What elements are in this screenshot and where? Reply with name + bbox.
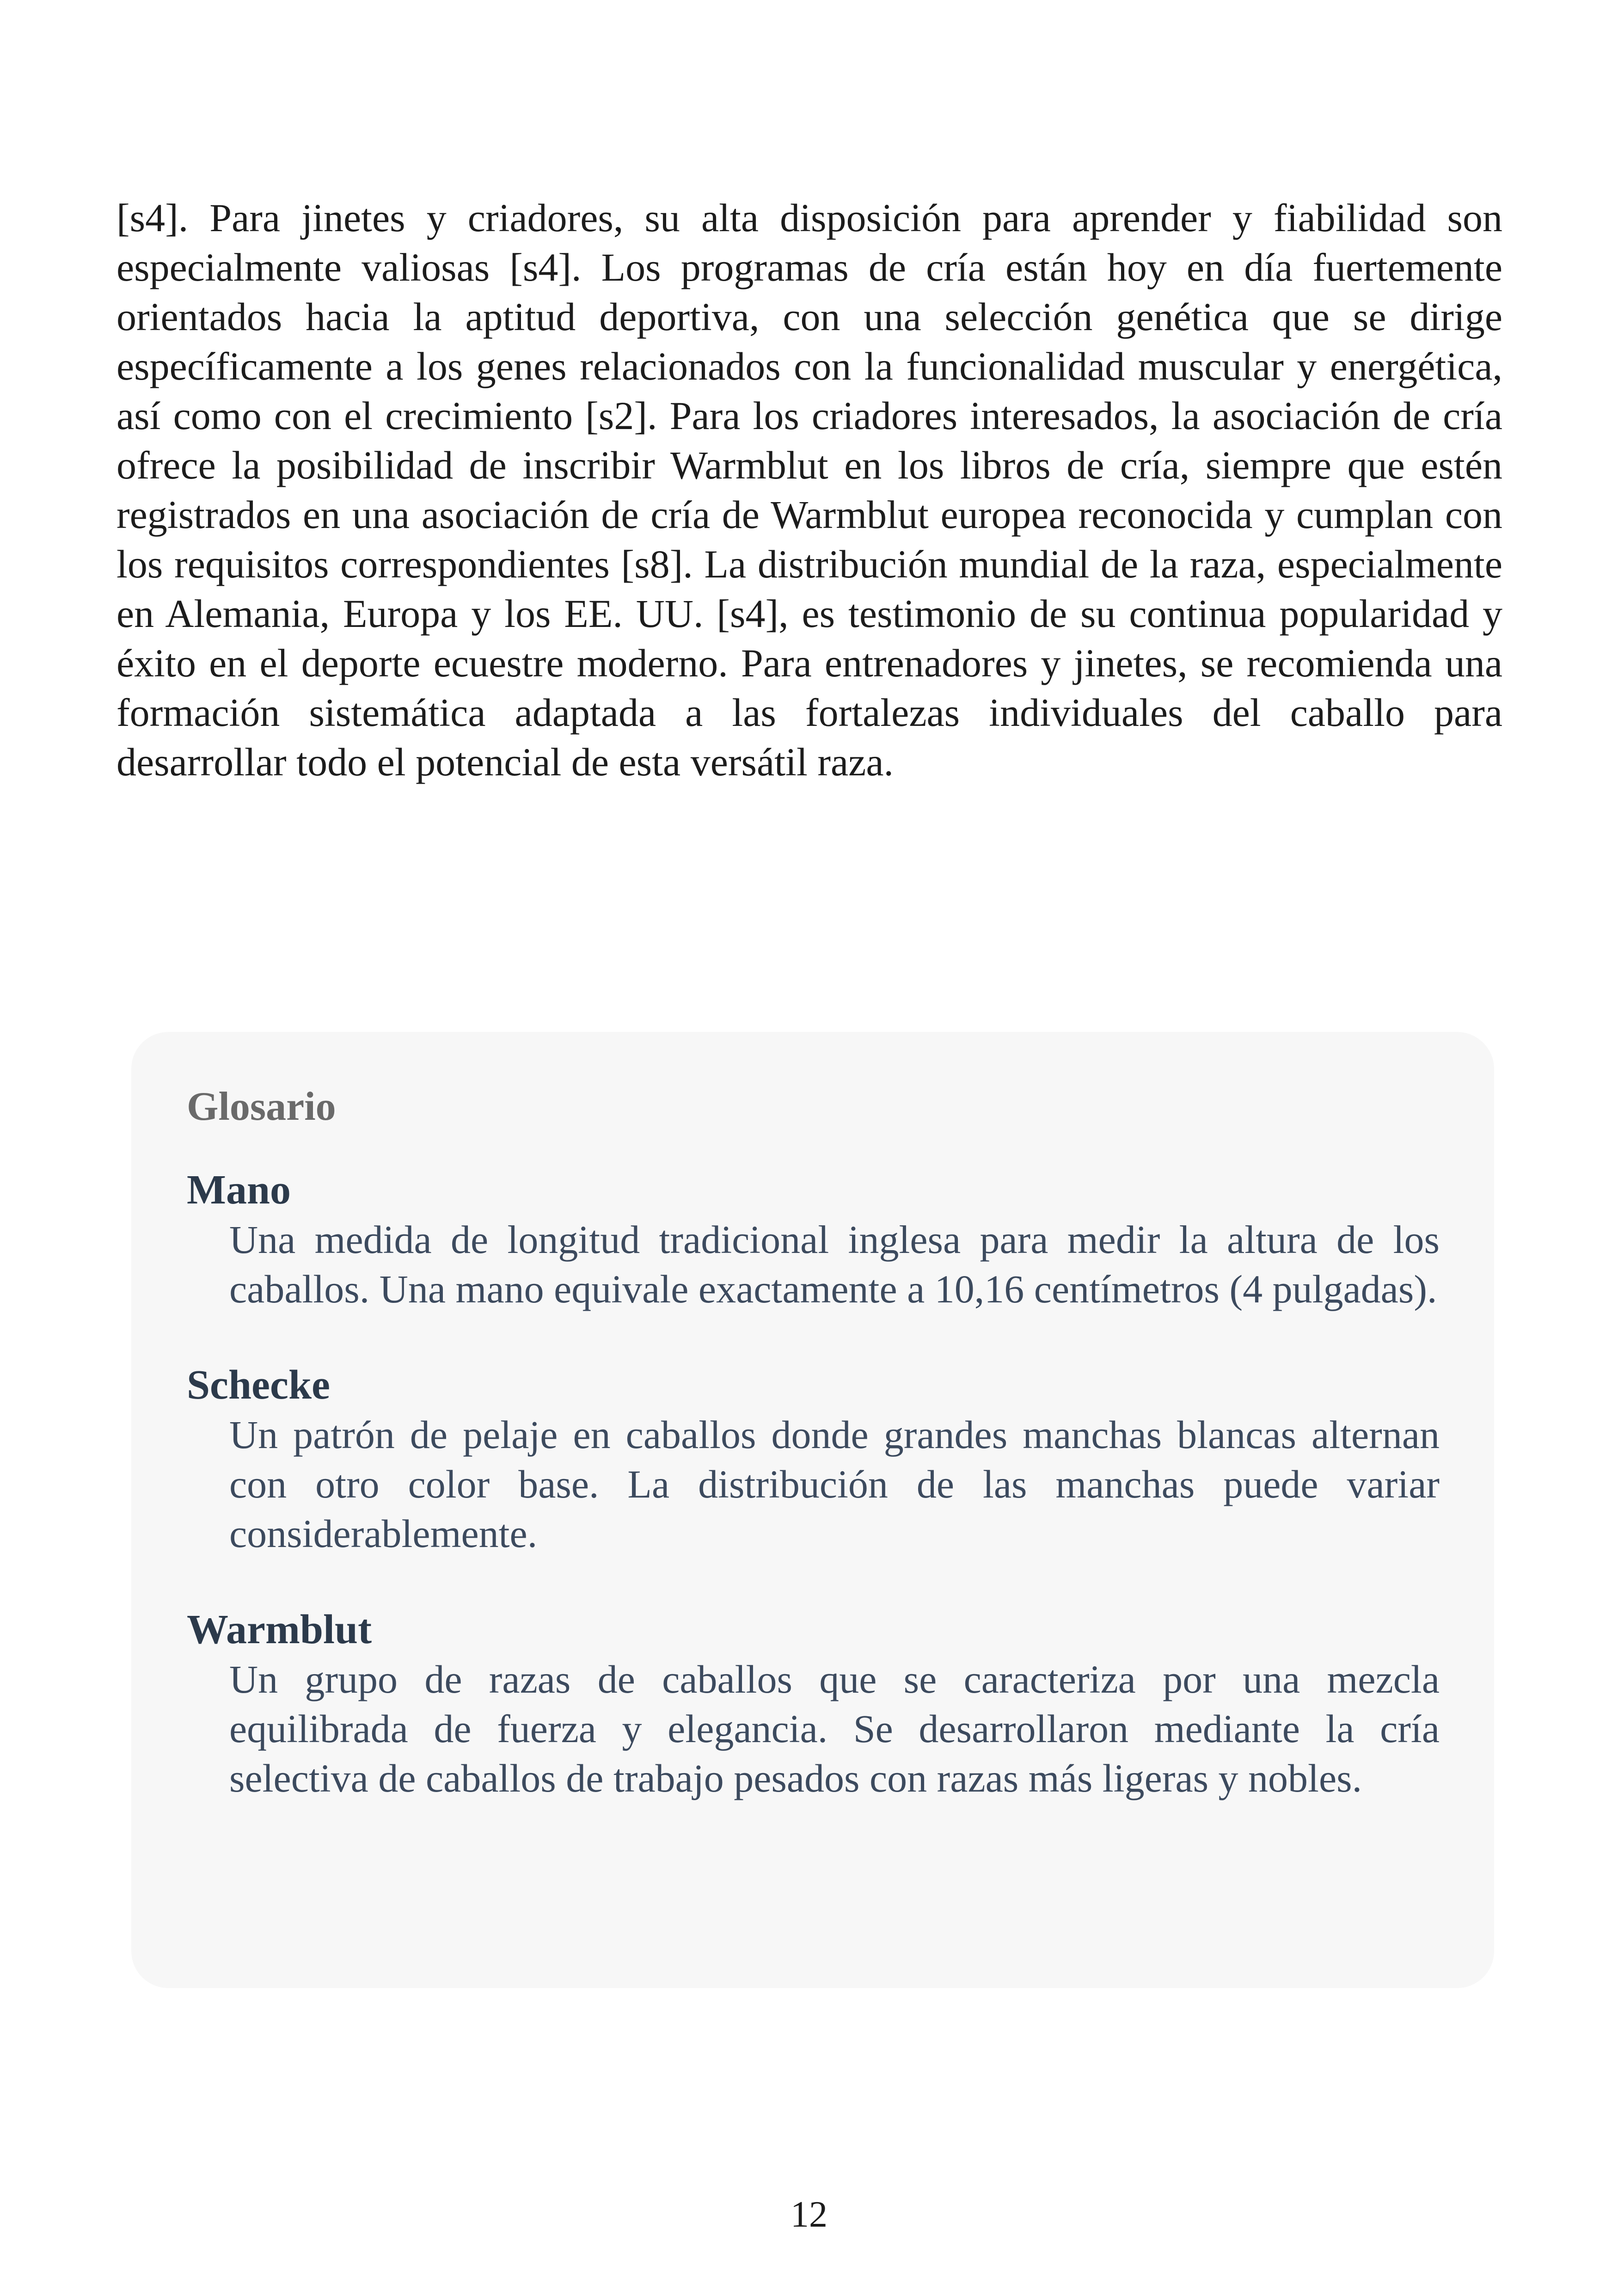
- glossary-term: Warmblut: [187, 1607, 372, 1652]
- glossary-definition: Una medida de longitud tradicional inglesa para medir la altura de los caballos. Una mano equivale exactamente a 10,16 centímetros (4 pulgadas).: [229, 1217, 1440, 1311]
- glossary-definition: Un patrón de pelaje en caballos donde grandes manchas blancas alternan con otro color base. La distribución de las manchas puede variar considerablemente.: [229, 1412, 1440, 1556]
- page-number: 12: [791, 2194, 827, 2235]
- glossary-entry-warmblut: [187, 1605, 1440, 1803]
- glossary-term: Schecke: [187, 1362, 330, 1408]
- glossary-entry-mano: [187, 1165, 1440, 1314]
- glossary-definition: Un grupo de razas de caballos que se caracteriza por una mezcla equilibrada de fuerza y elegancia. Se desarrollaron mediante la cría selectiva de caballos de trabajo pesados con razas más ligeras y nobles.: [229, 1657, 1440, 1800]
- glossary-title: Glosario: [187, 1084, 336, 1129]
- glossary-term: Mano: [187, 1167, 291, 1213]
- body-paragraph: [s4]. Para jinetes y criadores, su alta disposición para aprender y fiabilidad son especialmente valiosas [s4]. Los programas de cría están hoy en día fuertemente orientados hacia la aptitud deportiva, con una selección genética que se dirige específicamente a los genes relacionados con la funcionalidad muscular y energética, así como con el crecimiento [s2]. Para los criadores interesados, la asociación de cría ofrece la posibilidad de inscribir Warmblut en los libros de cría, siempre que estén registrados en una asociación de cría de Warmblut europea reconocida y cumplan con los requisitos correspondientes [s8]. La distribución mundial de la raza, especialmente en Alemania, Europa y los EE. UU. [s4], es testimonio de su continua popularidad y éxito en el deporte ecuestre moderno. Para entrenadores y jinetes, se recomienda una formación sistemática adaptada a las fortalezas individuales del caballo para desarrollar todo el potencial de esta versátil raza.: [116, 196, 1502, 784]
- glossary-box: [131, 1032, 1494, 1988]
- glossary-entry-schecke: [187, 1360, 1440, 1559]
